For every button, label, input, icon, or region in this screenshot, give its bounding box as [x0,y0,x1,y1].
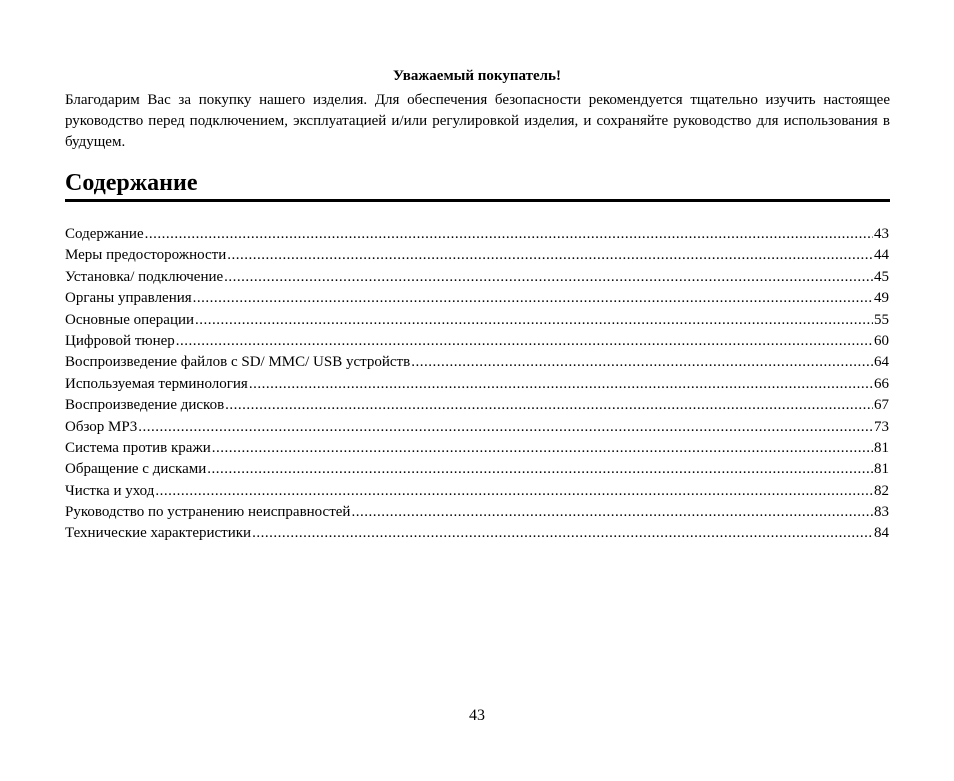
toc-leader-dots [207,459,873,480]
toc-entry[interactable] [65,438,889,459]
toc-entry[interactable] [65,245,889,266]
toc-entry-label: Установка/ подключение [65,268,224,285]
toc-entry[interactable] [65,224,889,245]
toc-leader-dots [411,352,873,373]
toc-entry-label: Основные операции [65,311,195,328]
toc-entry[interactable] [65,459,889,480]
toc-entry-page: 45 [874,268,889,285]
toc-entry-page: 60 [874,332,889,349]
toc-entry-label: Технические характеристики [65,525,252,542]
table-of-contents [65,224,889,545]
toc-entry[interactable] [65,352,889,373]
toc-leader-dots [212,438,873,459]
toc-leader-dots [193,288,873,309]
toc-entry[interactable] [65,481,889,502]
toc-entry-label: Используемая терминология [65,375,248,392]
toc-entry-page: 84 [874,525,889,542]
toc-entry-label: Содержание [65,226,144,242]
toc-entry[interactable] [65,267,889,288]
toc-entry-label: Чистка и уход [65,482,155,499]
toc-entry-page: 81 [874,461,889,478]
toc-entry-page: 64 [874,354,889,371]
toc-entry-label: Обращение с дисками [65,461,207,478]
toc-entry-label: Воспроизведение дисков [65,397,225,414]
toc-entry[interactable] [65,502,889,523]
page-number: 43 [469,707,485,724]
toc-entry[interactable] [65,310,889,331]
toc-leader-dots [351,502,873,523]
intro-paragraph: Благодарим Вас за покупку нашего изделия. Для обеспечения безопасности рекомендуется тщательно изучить настоящее руководство перед подключением, эксплуатацией и/или регулировкой изделия, и сохраняйте руководство для использования в будущем. [65,92,890,150]
toc-entry-page: 66 [874,375,889,392]
toc-entry[interactable] [65,523,889,544]
toc-entry-page: 73 [874,418,889,435]
toc-leader-dots [252,523,873,544]
toc-entry-label: Обзор MP3 [65,418,138,435]
toc-leader-dots [155,481,873,502]
toc-entry-page: 44 [874,247,889,264]
toc-entry-label: Руководство по устранению неисправностей [65,504,351,521]
toc-title: Содержание [65,170,198,196]
toc-entry-label: Цифровой тюнер [65,332,175,349]
toc-entry-page: 55 [874,311,889,328]
toc-entry[interactable] [65,374,889,395]
toc-leader-dots [227,245,873,266]
toc-leader-dots [224,267,873,288]
toc-entry-page: 81 [874,439,889,456]
toc-entry[interactable] [65,288,889,309]
toc-entry[interactable] [65,417,889,438]
toc-entry-label: Меры предосторожности [65,247,227,264]
toc-entry[interactable] [65,395,889,416]
toc-leader-dots [249,374,873,395]
toc-leader-dots [195,310,873,331]
toc-entry-page: 82 [874,482,889,499]
toc-entry-page: 83 [874,504,889,521]
toc-entry-label: Воспроизведение файлов с SD/ MMC/ USB устройств [65,354,411,371]
greeting-heading: Уважаемый покупатель! [393,68,561,84]
toc-leader-dots [145,224,873,245]
toc-entry-page: 43 [874,226,889,242]
toc-entry[interactable] [65,331,889,352]
toc-entry-label: Система против кражи [65,439,211,456]
toc-leader-dots [225,395,873,416]
toc-leader-dots [138,417,873,438]
toc-leader-dots [176,331,873,352]
toc-entry-page: 67 [874,397,889,414]
toc-entry-label: Органы управления [65,290,192,307]
toc-entry-page: 49 [874,290,889,307]
title-underline [65,199,890,202]
